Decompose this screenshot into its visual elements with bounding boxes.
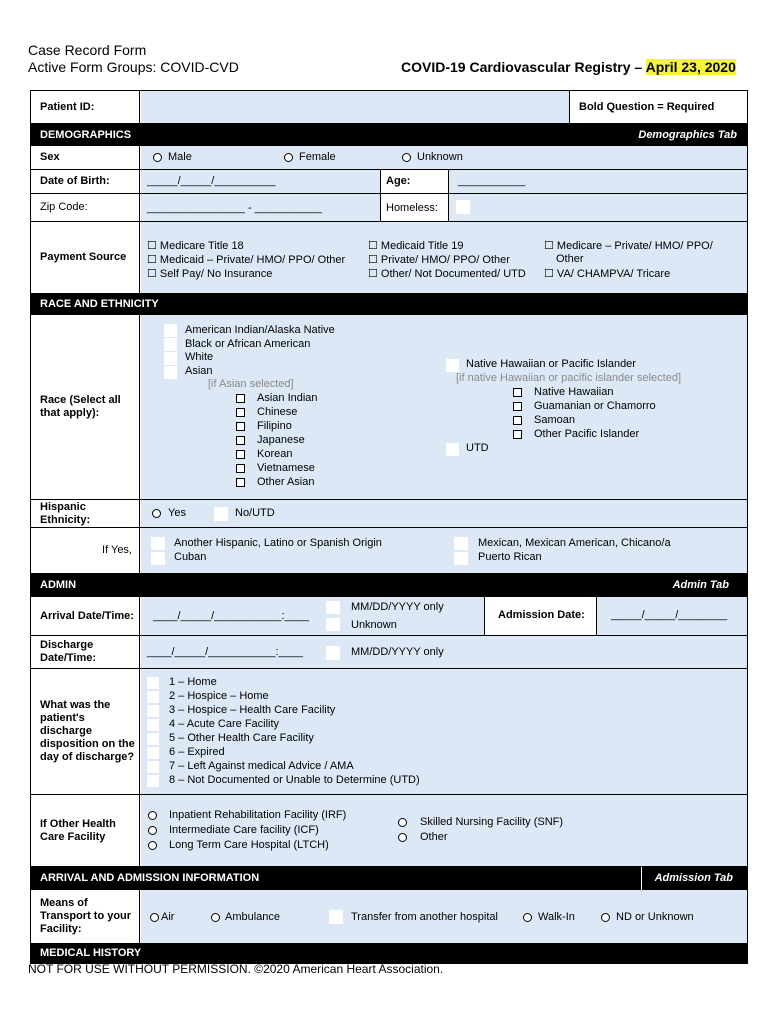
transport-label: Means of Transport to your Facility:: [31, 890, 140, 943]
korean: Korean: [257, 448, 293, 460]
sex-unknown-label: Unknown: [417, 151, 463, 163]
registry-name: COVID-19 Cardiovascular Registry –: [401, 59, 643, 75]
sex-field: [141, 146, 747, 169]
footer-permission: NOT FOR USE WITHOUT PERMISSION. ©2020 American Heart Association.: [28, 962, 444, 976]
discharge-label: Discharge Date/Time:: [31, 636, 140, 668]
payment-self-pay[interactable]: ☐ Self Pay/ No Insurance: [147, 268, 273, 280]
disposition-8: 8 – Not Documented or Unable to Determine (UTD): [169, 774, 420, 786]
transport-transfer: Transfer from another hospital: [351, 911, 498, 923]
race-white: White: [185, 351, 214, 363]
irf-radio[interactable]: [148, 811, 157, 820]
payment-medicare-18[interactable]: ☐ Medicare Title 18: [147, 240, 244, 252]
zip-row: [31, 194, 747, 222]
asian-note: [if Asian selected]: [208, 378, 294, 390]
race-section-title: RACE AND ETHNICITY: [40, 298, 159, 310]
mexican: Mexican, Mexican American, Chicano/a: [478, 537, 671, 549]
sex-unknown-radio[interactable]: [402, 153, 411, 162]
sex-row: [31, 146, 747, 170]
age-input[interactable]: ___________: [458, 175, 526, 187]
race-label: Race (Select all that apply):: [31, 315, 140, 499]
disposition-row: [31, 669, 747, 795]
other-asian: Other Asian: [257, 476, 315, 488]
transport-ambulance-radio[interactable]: [211, 913, 220, 922]
transport-walkin: Walk-In: [538, 911, 575, 923]
arrival-admission-header: [31, 867, 747, 890]
arrival-unknown-checkbox[interactable]: [326, 618, 340, 631]
race-asian: Asian: [185, 365, 213, 377]
nhpi-note: [if native Hawaiian or pacific islander selected]: [456, 372, 682, 384]
arrival-mmddyyyy: MM/DD/YYYY only: [351, 601, 444, 613]
hispanic-no-label: No/UTD: [235, 507, 275, 519]
sex-label: Sex: [31, 146, 140, 169]
sex-male-label: Male: [168, 151, 192, 163]
discharge-row: [31, 636, 747, 669]
irf: Inpatient Rehabilitation Facility (IRF): [169, 809, 347, 821]
payment-field: [141, 222, 747, 293]
admission-tab: Admission Tab: [654, 872, 733, 884]
ltch-radio[interactable]: [148, 841, 157, 850]
homeless-checkbox[interactable]: [456, 200, 470, 214]
payment-medicaid-19[interactable]: ☐ Medicaid Title 19: [368, 240, 464, 252]
another-hispanic-checkbox[interactable]: [151, 537, 165, 550]
homeless-label: Homeless:: [380, 194, 449, 221]
other-pacific: Other Pacific Islander: [534, 428, 640, 440]
race-black: Black or African American: [185, 338, 311, 350]
demographics-tab: Demographics Tab: [638, 129, 737, 141]
disposition-label: What was the patient's discharge disposition on the day of discharge?: [31, 669, 140, 794]
native-hawaiian-checkbox[interactable]: [513, 388, 522, 397]
race-utd-checkbox[interactable]: [446, 443, 459, 456]
guamanian: Guamanian or Chamorro: [534, 400, 656, 412]
race-field: [141, 315, 747, 499]
ltch: Long Term Care Hospital (LTCH): [169, 839, 329, 851]
asian-indian-checkbox[interactable]: [236, 394, 245, 403]
japanese: Japanese: [257, 434, 305, 446]
payment-other-utd[interactable]: ☐ Other/ Not Documented/ UTD: [368, 268, 526, 280]
dob-input[interactable]: _____/_____/__________: [147, 175, 276, 187]
guamanian-checkbox[interactable]: [513, 402, 522, 411]
required-note: Bold Question = Required: [569, 91, 747, 123]
asian-indian: Asian Indian: [257, 392, 318, 404]
discharge-mmddyyyy-checkbox[interactable]: [326, 646, 340, 660]
disposition-6: 6 – Expired: [169, 746, 225, 758]
snf-radio[interactable]: [398, 818, 407, 827]
disposition-7-checkbox[interactable]: [147, 761, 159, 773]
hispanic-no-checkbox[interactable]: [214, 507, 228, 521]
admin-tab: Admin Tab: [672, 579, 729, 591]
transport-air-radio[interactable]: [150, 913, 159, 922]
cuban: Cuban: [174, 551, 207, 563]
transport-transfer-checkbox[interactable]: [329, 910, 343, 924]
arrival-admission-title: ARRIVAL AND ADMISSION INFORMATION: [40, 872, 260, 884]
disposition-6-checkbox[interactable]: [147, 747, 159, 759]
race-aian: American Indian/Alaska Native: [185, 324, 335, 336]
chinese-checkbox[interactable]: [236, 408, 245, 417]
hispanic-yes-radio[interactable]: [152, 509, 161, 518]
transport-nd-radio[interactable]: [601, 913, 610, 922]
payment-medicaid-private[interactable]: ☐ Medicaid – Private/ HMO/ PPO/ Other: [147, 254, 346, 266]
payment-medicare-private-cont: Other: [556, 253, 584, 265]
chinese: Chinese: [257, 406, 298, 418]
transport-field: [141, 890, 747, 943]
facility-other-radio[interactable]: [398, 833, 407, 842]
other-facility-row: [31, 795, 747, 867]
race-row: [31, 315, 747, 500]
cuban-checkbox[interactable]: [151, 552, 165, 565]
disposition-3-checkbox[interactable]: [147, 705, 159, 717]
facility-other: Other: [420, 831, 448, 843]
tab-divider: [641, 867, 642, 890]
sex-male-radio[interactable]: [153, 153, 162, 162]
vietnamese: Vietnamese: [257, 462, 315, 474]
disposition-5-checkbox[interactable]: [147, 733, 159, 745]
disposition-7: 7 – Left Against medical Advice / AMA: [169, 760, 354, 772]
ifyes-label: If Yes,: [31, 528, 140, 573]
ifyes-field: [141, 528, 747, 573]
arrival-row: [31, 597, 747, 636]
race-aian-checkbox[interactable]: [164, 324, 177, 337]
arrival-label: Arrival Date/Time:: [31, 597, 140, 635]
transport-ambulance: Ambulance: [225, 911, 281, 923]
ifyes-row: [31, 528, 747, 574]
disposition-1-checkbox[interactable]: [147, 677, 159, 689]
admin-header: [31, 574, 747, 597]
race-asian-checkbox[interactable]: [164, 366, 177, 379]
other-facility-label: If Other Health Care Facility: [31, 795, 140, 866]
disposition-4-checkbox[interactable]: [147, 719, 159, 731]
transport-walkin-radio[interactable]: [523, 913, 532, 922]
age-label: Age:: [380, 170, 449, 193]
demographics-header: [31, 124, 747, 146]
payment-row: [31, 222, 747, 294]
sex-female-label: Female: [299, 151, 336, 163]
disposition-1: 1 – Home: [169, 676, 217, 688]
demographics-title: DEMOGRAPHICS: [40, 129, 132, 141]
transport-air: Air: [161, 911, 175, 923]
another-hispanic: Another Hispanic, Latino or Spanish Origin: [174, 537, 382, 549]
disposition-4: 4 – Acute Care Facility: [169, 718, 280, 730]
discharge-input[interactable]: ____/_____/___________:____: [147, 646, 303, 658]
filipino-checkbox[interactable]: [236, 422, 245, 431]
filipino: Filipino: [257, 420, 292, 432]
admission-date-input[interactable]: _____/_____/________: [611, 609, 728, 621]
hispanic-label: Hispanic Ethnicity:: [31, 500, 140, 527]
samoan-checkbox[interactable]: [513, 416, 522, 425]
native-hawaiian: Native Hawaiian: [534, 386, 614, 398]
zip-input[interactable]: ________________ - ___________: [147, 202, 322, 214]
disposition-2: 2 – Hospice – Home: [169, 690, 269, 702]
payment-medicare-private[interactable]: ☐ Medicare – Private/ HMO/ PPO/: [544, 240, 713, 252]
other-asian-checkbox[interactable]: [236, 478, 245, 487]
race-nhpi-checkbox[interactable]: [446, 359, 459, 372]
puerto-rican: Puerto Rican: [478, 551, 542, 563]
snf: Skilled Nursing Facility (SNF): [420, 816, 564, 828]
race-nhpi: Native Hawaiian or Pacific Islander: [466, 358, 636, 370]
other-facility-field: [141, 795, 747, 866]
arrival-mmddyyyy-checkbox[interactable]: [326, 601, 340, 614]
race-black-checkbox[interactable]: [164, 338, 177, 351]
hispanic-row: [31, 500, 747, 528]
disposition-3: 3 – Hospice – Health Care Facility: [169, 704, 336, 716]
sex-female-radio[interactable]: [284, 153, 293, 162]
discharge-mmddyyyy: MM/DD/YYYY only: [351, 646, 444, 658]
race-utd: UTD: [466, 442, 489, 454]
disposition-field: [141, 669, 747, 794]
vietnamese-checkbox[interactable]: [236, 464, 245, 473]
medical-history-header: [31, 944, 747, 963]
hispanic-yes-label: Yes: [168, 507, 186, 519]
race-white-checkbox[interactable]: [164, 352, 177, 365]
admin-title: ADMIN: [40, 579, 77, 591]
transport-row: [31, 890, 747, 944]
admission-date-label: Admission Date:: [484, 597, 597, 635]
dob-label: Date of Birth:: [31, 170, 140, 193]
puerto-rican-checkbox[interactable]: [454, 552, 468, 565]
payment-label: Payment Source: [31, 222, 140, 293]
patient-id-label: Patient ID:: [31, 91, 140, 123]
disposition-8-checkbox[interactable]: [147, 775, 159, 787]
discharge-field: [141, 636, 747, 668]
hispanic-field: [141, 500, 747, 527]
icf: Intermediate Care facility (ICF): [169, 824, 319, 836]
patient-id-row: [31, 91, 747, 124]
case-record-form: [30, 90, 748, 964]
korean-checkbox[interactable]: [236, 450, 245, 459]
race-header: [31, 294, 747, 315]
transport-nd: ND or Unknown: [616, 911, 694, 923]
dob-row: [31, 170, 747, 194]
samoan: Samoan: [534, 414, 575, 426]
disposition-5: 5 – Other Health Care Facility: [169, 732, 314, 744]
arrival-unknown: Unknown: [351, 619, 397, 631]
zip-label: Zip Code:: [31, 194, 140, 221]
japanese-checkbox[interactable]: [236, 436, 245, 445]
disposition-2-checkbox[interactable]: [147, 691, 159, 703]
payment-va[interactable]: ☐ VA/ CHAMPVA/ Tricare: [544, 268, 671, 280]
arrival-input[interactable]: ____/_____/___________:____: [153, 610, 309, 622]
icf-radio[interactable]: [148, 826, 157, 835]
registry-title: [401, 59, 736, 75]
form-title: Case Record Form: [28, 42, 147, 58]
form-groups: Active Form Groups: COVID-CVD: [28, 59, 239, 75]
other-pacific-checkbox[interactable]: [513, 430, 522, 439]
medical-history-title: MEDICAL HISTORY: [40, 947, 142, 959]
payment-private[interactable]: ☐ Private/ HMO/ PPO/ Other: [368, 254, 510, 266]
mexican-checkbox[interactable]: [454, 537, 468, 550]
form-date: April 23, 2020: [645, 59, 736, 75]
